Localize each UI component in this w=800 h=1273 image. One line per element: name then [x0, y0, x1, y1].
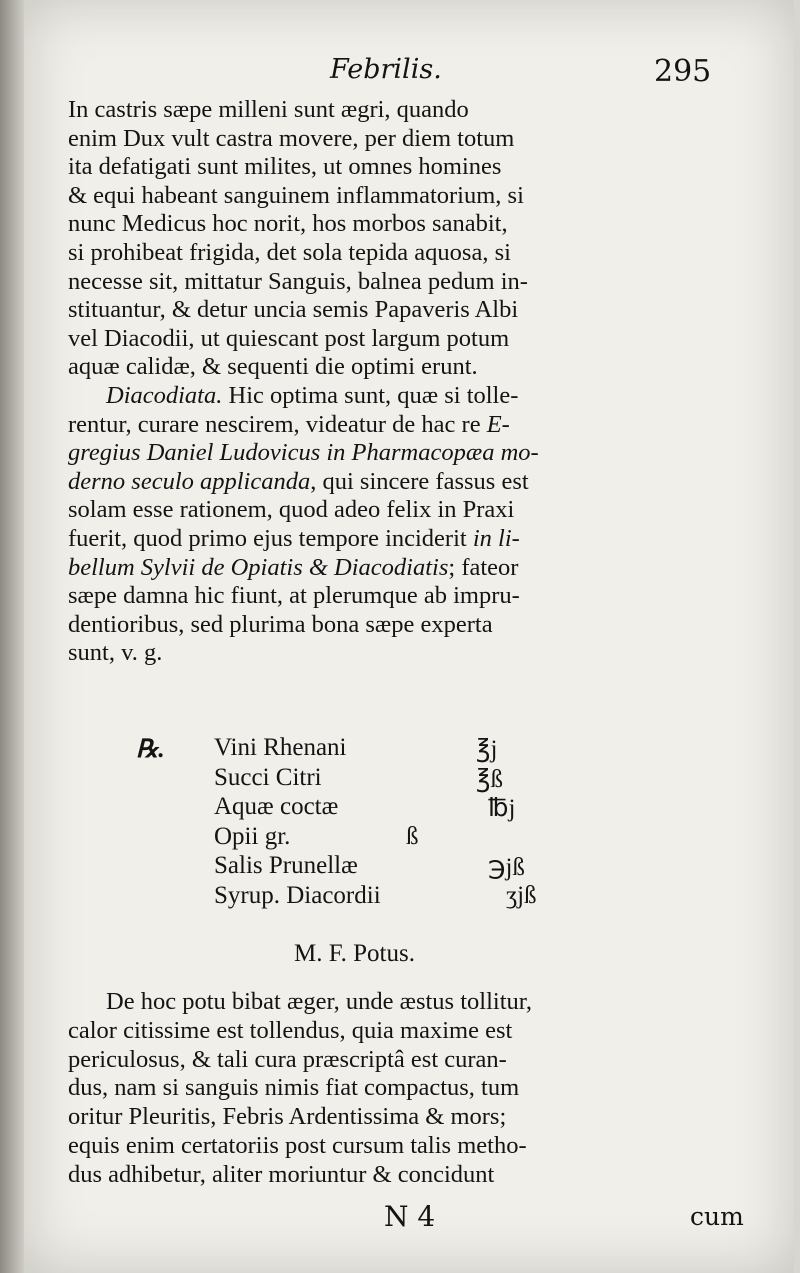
text-line: sæpe damna hic fiunt, at plerumque ab impru- — [68, 582, 520, 610]
text-run: ; fateor — [448, 553, 519, 581]
recipe-row — [124, 764, 684, 794]
recipe-ingredient: Opii gr. — [214, 822, 291, 850]
recipe-row — [124, 852, 684, 882]
text-run: Hic optima sunt, quæ si tolle- — [222, 381, 519, 409]
italic-lead: Diacodiata. — [106, 381, 223, 409]
book-page — [24, 0, 794, 1273]
italic-run: E- — [486, 410, 510, 438]
recipe-row — [124, 734, 684, 764]
text-line: ita defatigati sunt milites, ut omnes homines — [68, 153, 502, 181]
text-line: sunt, v. g. — [68, 639, 163, 667]
recipe-closing: M. F. Potus. — [294, 940, 415, 967]
recipe-ingredient: Salis Prunellæ — [214, 852, 358, 879]
italic-run: bellum Sylvii de Opiatis & Diacodiatis — [68, 553, 449, 581]
text-run: , qui sincere fassus est — [310, 467, 529, 495]
page-header — [24, 54, 794, 94]
book-spine-shadow — [0, 0, 24, 1273]
recipe-dose: ℔j — [488, 795, 516, 822]
text-line — [68, 554, 768, 583]
page-footer — [24, 1200, 794, 1236]
signature-mark: N 4 — [384, 1200, 436, 1233]
text-line — [68, 411, 768, 440]
text-line: solam esse rationem, quod adeo felix in Praxi — [68, 496, 515, 524]
text-line: dentioribus, sed plurima bona sæpe experta — [68, 610, 493, 638]
recipe-dose: ʒjß — [506, 881, 537, 909]
text-line: dus adhibetur, aliter moriuntur & concidunt — [68, 1160, 495, 1188]
recipe-dose: ℥j — [476, 736, 498, 763]
text-line: aquæ calidæ, & sequenti die optimi erunt. — [68, 353, 478, 381]
text-line: si prohibeat frigida, det sola tepida aquosa, si — [68, 238, 511, 266]
recipe-symbol: ℞. — [136, 736, 165, 763]
text-line — [68, 468, 768, 497]
text-line: & equi habeant sanguinem inflammatorium, si — [68, 181, 524, 209]
text-line: gregius Daniel Ludovicus in Pharmacopæa mo- — [68, 439, 539, 467]
text-line: nunc Medicus hoc norit, hos morbos sanabit, — [68, 210, 508, 238]
page-number: 295 — [654, 54, 712, 89]
text-line: enim Dux vult castra movere, per diem totum — [68, 124, 515, 152]
italic-run: in li- — [472, 524, 520, 552]
text-line — [68, 382, 768, 411]
recipe-ingredient: Syrup. Diacordii — [214, 881, 381, 909]
recipe-ingredient: Vini Rhenani — [214, 734, 347, 761]
body-text-lower — [68, 988, 768, 1190]
text-run: fuerit, quod primo ejus tempore inciderit — [68, 524, 473, 552]
body-text-upper — [68, 96, 768, 668]
text-line: dus, nam si sanguis nimis fiat compactus, tum — [68, 1074, 520, 1102]
text-run: rentur, curare nescirem, videatur de hac re — [68, 410, 487, 438]
text-line: necesse sit, mittatur Sanguis, balnea pedum in- — [68, 267, 528, 295]
text-line: In castris sæpe milleni sunt ægri, quando — [68, 96, 469, 123]
recipe-dose: ß — [406, 822, 419, 850]
recipe-ingredient: Succi Citri — [214, 763, 322, 791]
recipe-row — [124, 882, 684, 912]
running-head: Febrilis. — [330, 54, 442, 85]
text-line: equis enim certatoriis post cursum talis metho- — [68, 1131, 527, 1159]
recipe-dose: ℈jß — [488, 854, 525, 881]
text-line: calor citissime est tollendus, quia maxime est — [68, 1016, 513, 1044]
text-line: stituantur, & detur uncia semis Papaveris Albi — [68, 296, 519, 324]
text-line: vel Diacodii, ut quiescant post largum potum — [68, 324, 510, 352]
recipe-ingredient: Aquæ coctæ — [214, 793, 339, 820]
prescription-block — [124, 734, 684, 967]
recipe-row — [124, 823, 684, 853]
text-line — [68, 525, 768, 554]
text-line: De hoc potu bibat æger, unde æstus tollitur, — [106, 988, 533, 1015]
recipe-dose: ℥ß — [476, 765, 503, 793]
text-line: periculosus, & tali cura præscriptâ est curan- — [68, 1045, 507, 1073]
italic-run: derno seculo applicanda — [68, 467, 311, 495]
recipe-row — [124, 793, 684, 823]
catchword: cum — [690, 1202, 744, 1231]
text-line: oritur Pleuritis, Febris Ardentissima & mors; — [68, 1103, 507, 1131]
